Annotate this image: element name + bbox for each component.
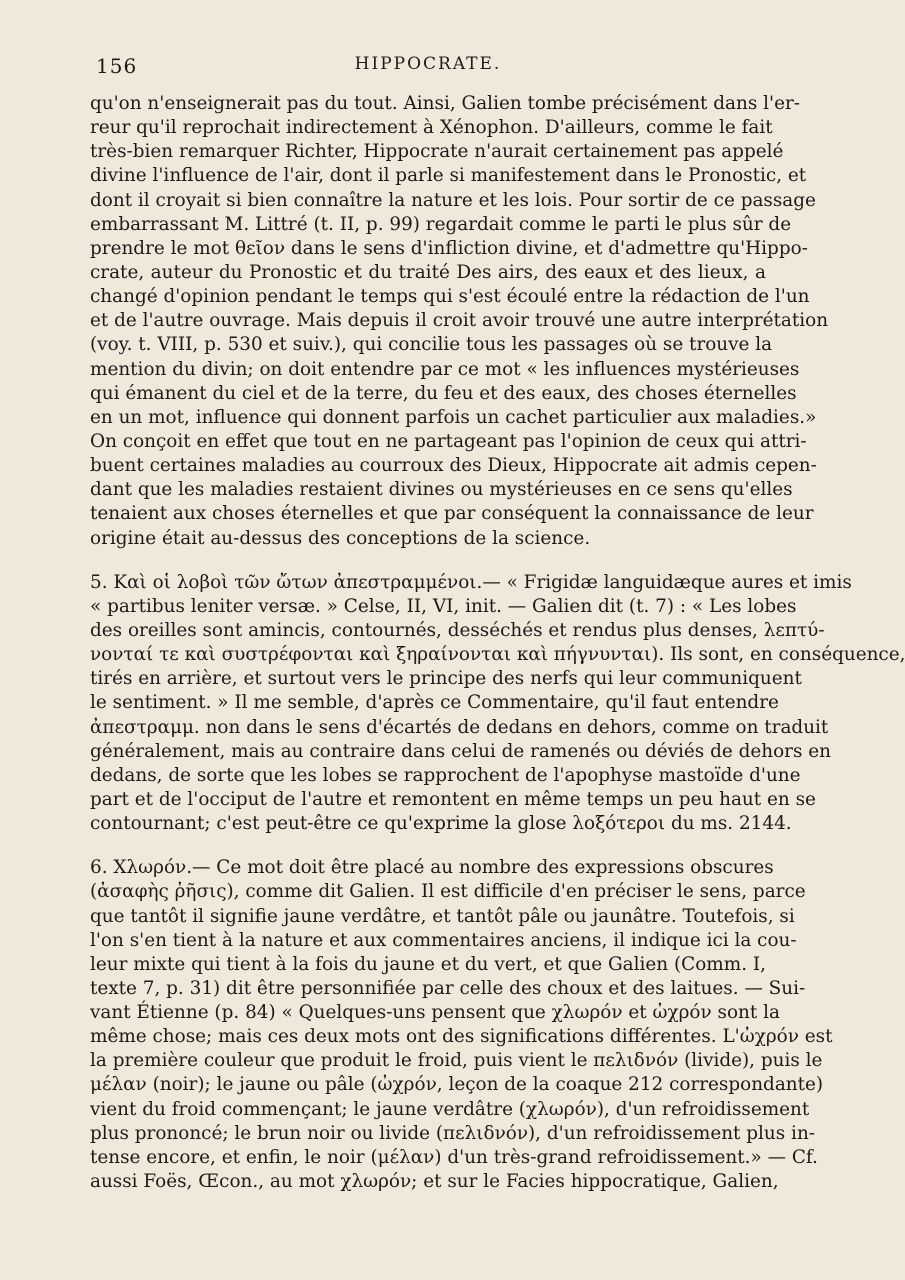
text-line: la première couleur que produit le froid, puis vient le πελιδνόν (livide), puis le	[90, 1050, 823, 1072]
page-header	[96, 54, 760, 84]
text-line: ἀπεστραμμ. non dans le sens d'écartés de dedans en dehors, comme on traduit	[90, 716, 829, 738]
text-line: mention du divin; on doit entendre par ce mot « les influences mystérieuses	[90, 358, 800, 380]
text-line: (voy. t. VIII, p. 530 et suiv.), qui concilie tous les passages où se trouve la	[90, 334, 773, 356]
text-line: part et de l'occiput de l'autre et remontent en même temps un peu haut en se	[90, 788, 816, 810]
text-line: « partibus leniter versæ. » Celse, II, VI, init. — Galien dit (t. 7) : « Les lobes	[90, 595, 797, 617]
text-line: contournant; c'est peut-être ce qu'exprime la glose λοξότεροι du ms. 2144.	[90, 813, 792, 835]
text-line: buent certaines maladies au courroux des Dieux, Hippocrate ait admis cepen-	[90, 455, 817, 477]
text-line: changé d'opinion pendant le temps qui s'est écoulé entre la rédaction de l'un	[90, 286, 810, 308]
text-line: vient du froid commençant; le jaune verdâtre (χλωρόν), d'un refroidissement	[90, 1098, 810, 1120]
text-line: et de l'autre ouvrage. Mais depuis il croit avoir trouvé une autre interprétation	[90, 310, 829, 332]
text-line: crate, auteur du Pronostic et du traité Des airs, des eaux et des lieux, a	[90, 261, 766, 283]
text-line: généralement, mais au contraire dans celui de ramenés ou déviés de dehors en	[90, 740, 831, 762]
text-line: On conçoit en effet que tout en ne partageant pas l'opinion de ceux qui attri-	[90, 430, 807, 452]
text-line: leur mixte qui tient à la fois du jaune et du vert, et que Galien (Comm. I,	[90, 953, 766, 975]
paragraph	[90, 92, 829, 551]
text-line: reur qu'il reprochait indirectement à Xénophon. D'ailleurs, comme le fait	[90, 117, 773, 139]
text-line: aussi Foës, Œcon., au mot χλωρόν; et sur le Facies hippocratique, Galien,	[90, 1171, 779, 1193]
text-line: même chose; mais ces deux mots ont des significations différentes. L'ὠχρόν est	[90, 1026, 833, 1048]
text-line: que tantôt il signifie jaune verdâtre, et tantôt pâle ou jaunâtre. Toutefois, si	[90, 905, 795, 927]
text-line: tirés en arrière, et surtout vers le principe des nerfs qui leur communiquent	[90, 668, 802, 690]
page-body	[90, 92, 905, 1194]
text-line: en un mot, influence qui donnent parfois un cachet particulier aux maladies.»	[90, 406, 817, 428]
text-line: texte 7, p. 31) dit être personnifiée par celle des choux et des laitues. — Sui-	[90, 977, 806, 999]
text-line: embarrassant M. Littré (t. II, p. 99) regardait comme le parti le plus sûr de	[90, 213, 792, 235]
text-line: divine l'influence de l'air, dont il parle si manifestement dans le Pronostic, et	[90, 165, 807, 187]
text-line: dont il croyait si bien connaître la nature et les lois. Pour sortir de ce passage	[90, 189, 816, 211]
text-line: 6. Χλωρόν.— Ce mot doit être placé au nombre des expressions obscures	[90, 857, 774, 879]
paragraph	[90, 571, 905, 837]
text-line: (ἀσαφὴς ῥῆσις), comme dit Galien. Il est difficile d'en préciser le sens, parce	[90, 881, 806, 903]
running-title: HIPPOCRATE.	[354, 54, 502, 74]
text-line: qui émanent du ciel et de la terre, du feu et des eaux, des choses éternelles	[90, 382, 797, 404]
text-line: prendre le mot θεῖον dans le sens d'infliction divine, et d'admettre qu'Hippo-	[90, 237, 808, 259]
text-line: des oreilles sont amincis, contournés, desséchés et rendus plus denses, λεπτύ-	[90, 619, 825, 641]
text-line: 5. Καὶ οἱ λοβοὶ τῶν ὤτων ἀπεστραμμένοι.— « Frigidæ languidæque aures et imis	[90, 571, 852, 593]
text-line: l'on s'en tient à la nature et aux commentaires anciens, il indique ici la cou-	[90, 929, 797, 951]
page-number: 156	[96, 54, 138, 78]
paragraph	[90, 856, 833, 1194]
text-line: μέλαν (noir); le jaune ou pâle (ὠχρόν, leçon de la coaque 212 correspondante)	[90, 1074, 824, 1096]
text-line: qu'on n'enseignerait pas du tout. Ainsi, Galien tombe précisément dans l'er-	[90, 93, 800, 114]
text-line: tense encore, et enfin, le noir (μέλαν) d'un très-grand refroidissement.» — Cf.	[90, 1146, 818, 1168]
text-line: vant Étienne (p. 84) « Quelques-uns pensent que χλωρόν et ὠχρόν sont la	[90, 1002, 780, 1024]
text-line: dedans, de sorte que les lobes se rapprochent de l'apophyse mastoïde d'une	[90, 764, 801, 786]
text-line: dant que les maladies restaient divines ou mystérieuses en ce sens qu'elles	[90, 479, 793, 501]
text-line: le sentiment. » Il me semble, d'après ce Commentaire, qu'il faut entendre	[90, 692, 779, 714]
text-line: plus prononcé; le brun noir ou livide (πελιδνόν), d'un refroidissement plus in-	[90, 1122, 816, 1144]
text-line: νονταί τε καὶ συστρέφονται καὶ ξηραίνονται καὶ πήγνυνται). Ils sont, en conséquence,	[90, 644, 905, 666]
text-line: origine était au-dessus des conceptions de la science.	[90, 527, 591, 549]
text-line: tenaient aux choses éternelles et que par conséquent la connaissance de leur	[90, 503, 814, 525]
text-line: très-bien remarquer Richter, Hippocrate n'aurait certainement pas appelé	[90, 141, 784, 163]
